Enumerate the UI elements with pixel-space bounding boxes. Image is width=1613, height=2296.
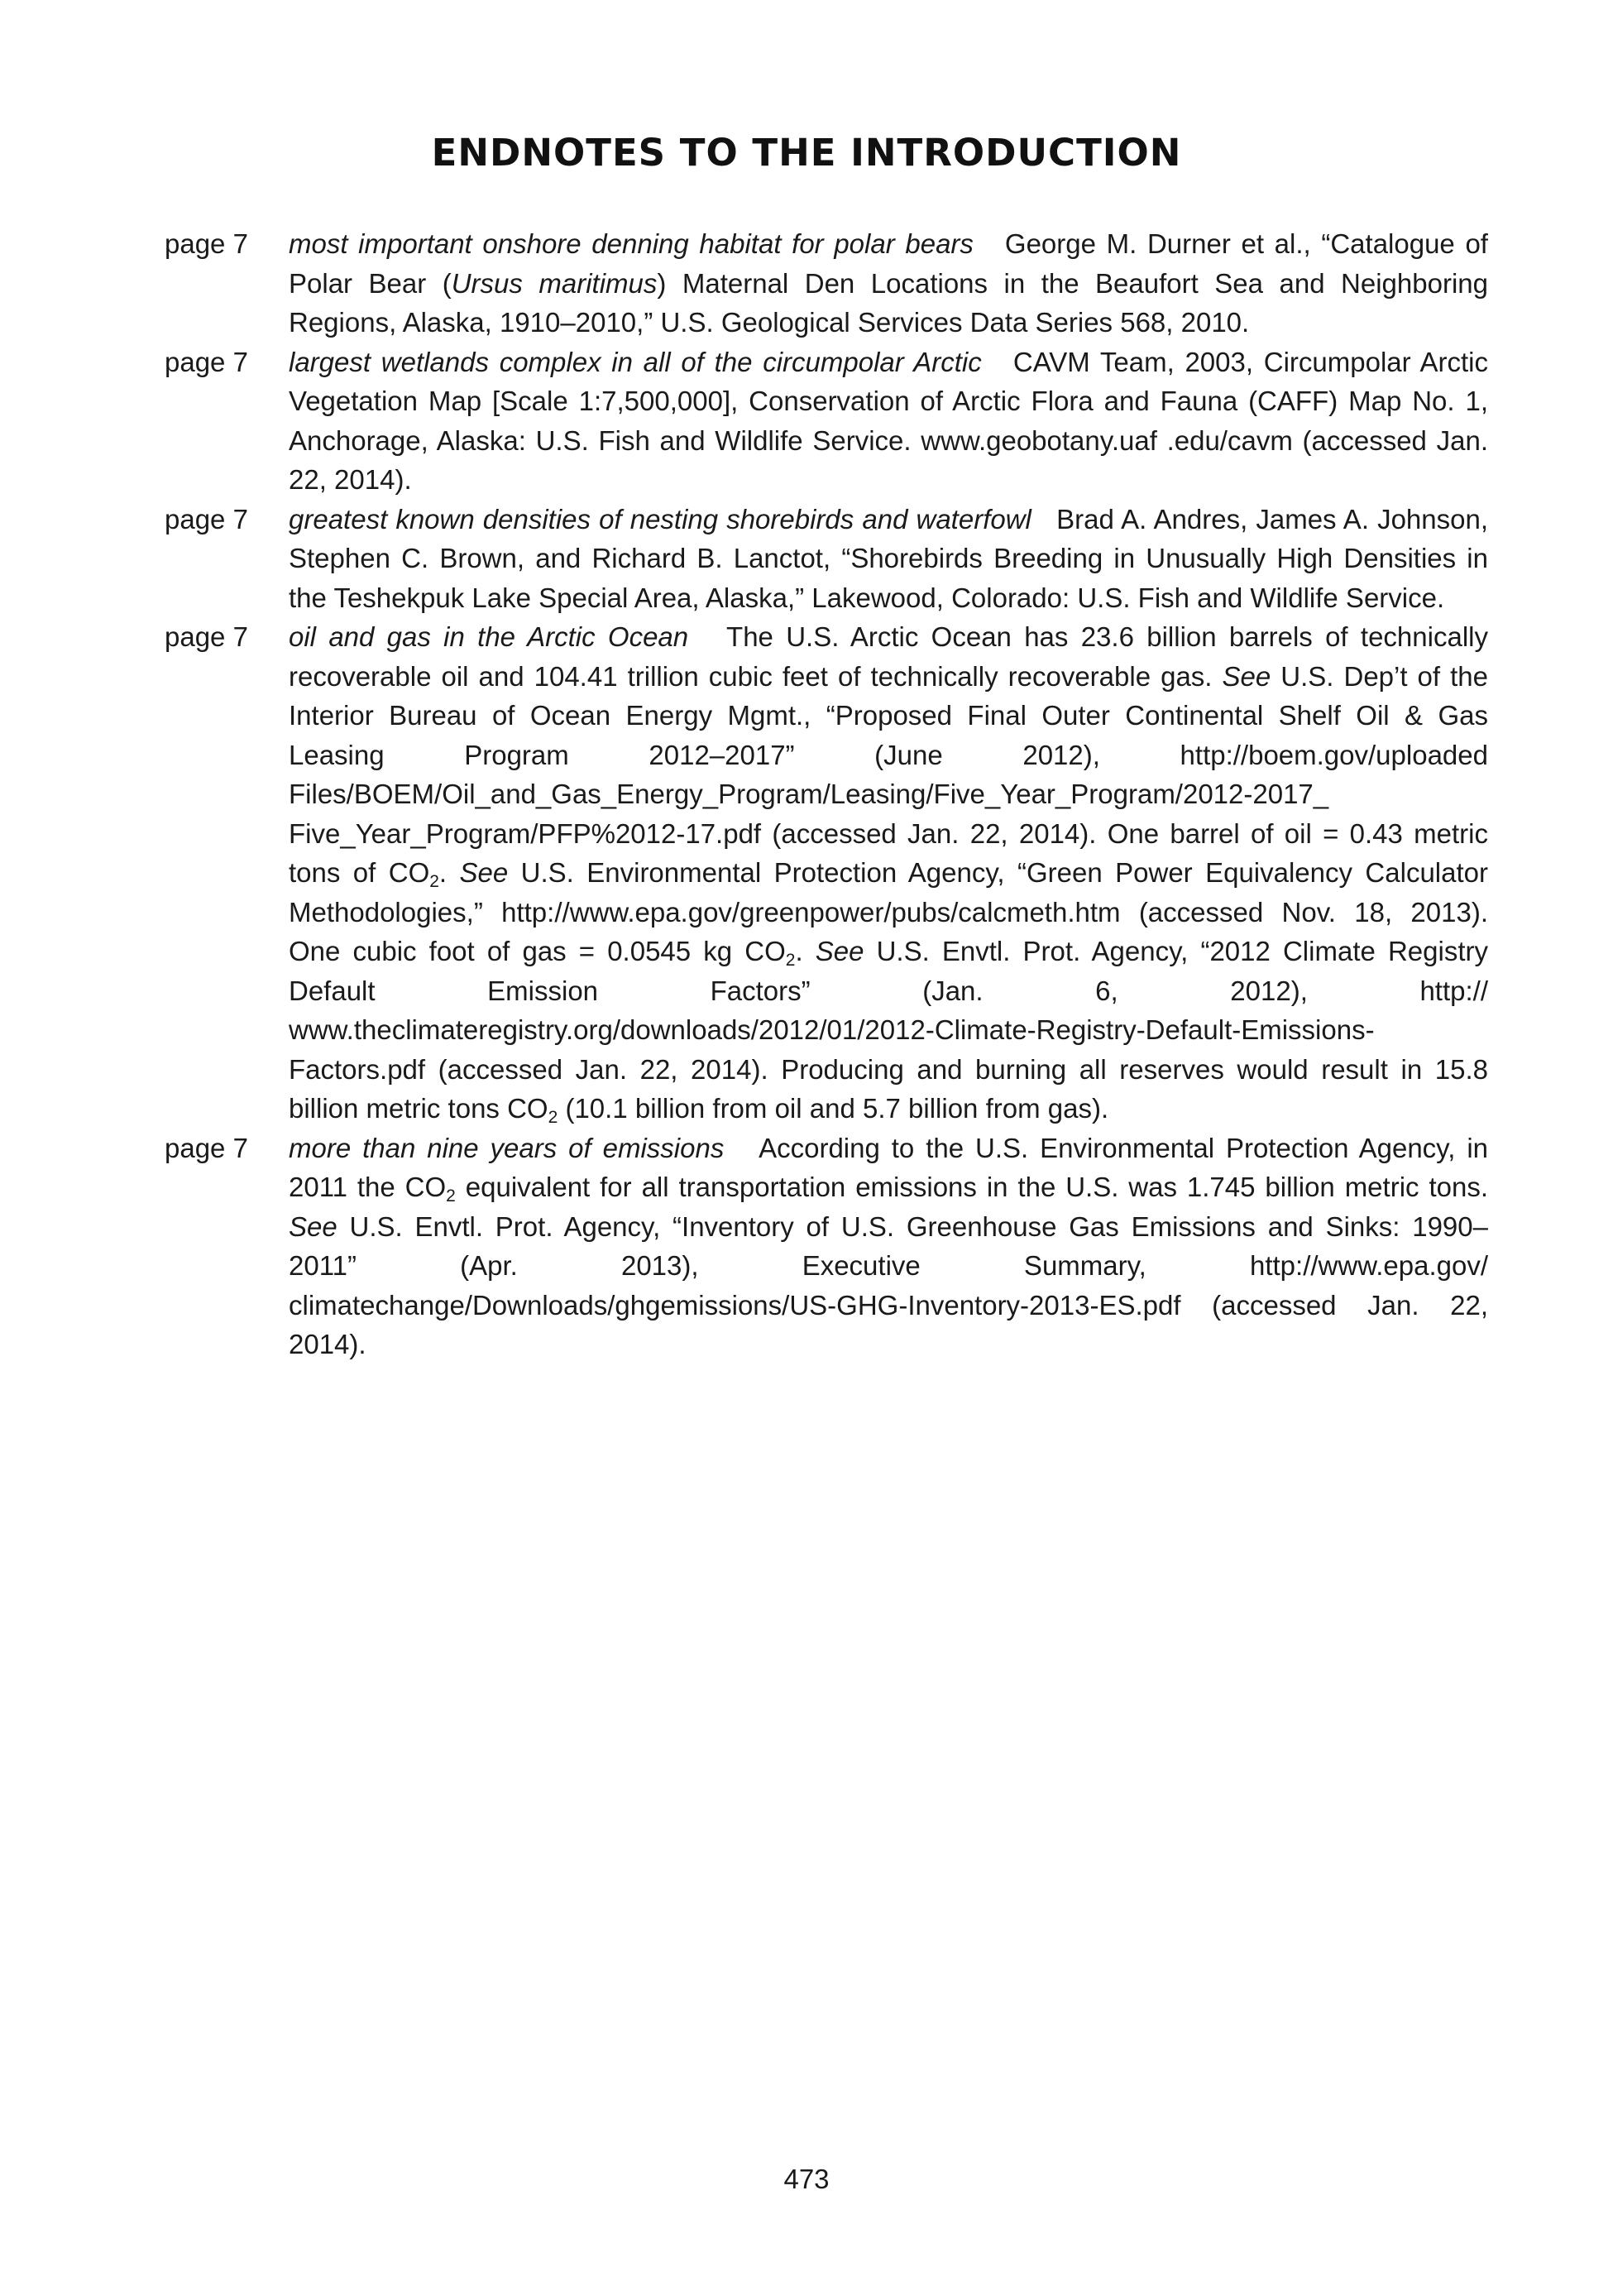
page-number: 473 [783, 2164, 830, 2194]
citation-text: Brad A. Andres, James A. Johnson, Stephen C. Brown, and Richard B. Lanctot, “Shorebirds Breeding in Unusually High Densities in the Teshekpuk Lake Special Area, Alaska,” Lakewood, Colorado: U.S. Fish and Wildlife Service. [289, 503, 1488, 613]
citation-text: U.S. Envtl. Prot. Agency, “2012 Climate Registry Default Emission Factors” (Jan. 6, 2012), http:// www.theclimateregistry.org/downloads/2012/01/2012-Climate-Registry-Default-Emissions-Factors.pdf (accessed Jan. 22, 2014). Producing and burning all reserves would result in 15.8 billion metric tons CO [289, 936, 1488, 1124]
endnote-text [289, 617, 1488, 1129]
endnote-page-ref: page 7 [165, 228, 248, 259]
endnote-text [289, 224, 1488, 343]
endnote-lead-phrase: greatest known densities of nesting shorebirds and waterfowl [289, 503, 1031, 534]
endnote-text [289, 343, 1488, 500]
citation-text: CAVM Team, 2003, Circumpolar Arctic Vegetation Map [Scale 1:7,500,000], Conservation of Arctic Flora and Fauna (CAFF) Map No. 1, Anchorage, Alaska: U.S. Fish and Wildlife Service. www.geobotany.uaf .edu/cavm (accessed Jan. 22, 2014). [289, 346, 1488, 495]
citation-text: U.S. Environmental Protection Agency, “Green Power Equivalency Calculator Methodologies,” http://www.epa.gov/greenpower/pubs/calcmeth.htm (accessed Nov. 18, 2013). One cubic foot of gas = 0.0545 kg CO [289, 857, 1488, 966]
subscript-text: 2 [548, 1108, 558, 1127]
endnote-entry [165, 1129, 1488, 1364]
citation-text: equivalent for all transportation emissions in the U.S. was 1.745 billion metric tons. [455, 1172, 1488, 1202]
endnote-page-ref: page 7 [165, 346, 248, 377]
subscript-text: 2 [785, 951, 796, 970]
endnote-text [289, 1129, 1488, 1364]
endnote-lead-phrase: largest wetlands complex in all of the circumpolar Arctic [289, 346, 982, 377]
endnote-entry [165, 500, 1488, 618]
endnotes-list [165, 224, 1488, 1364]
italic-text: See [289, 1210, 337, 1242]
citation-text: . [795, 936, 816, 966]
endnote-page-ref: page 7 [165, 1132, 248, 1163]
endnote-entry [165, 343, 1488, 500]
subscript-text: 2 [429, 872, 439, 891]
page-title: ENDNOTES TO THE INTRODUCTION [431, 131, 1182, 175]
endnote-text [289, 500, 1488, 618]
citation-text: ) Maternal Den Locations in the Beaufort Sea and Neighboring Regions, Alaska, 1910–2010,” U.S. Geological Services Data Series 568, 2010. [289, 267, 1488, 338]
citation-text: According to the U.S. Environmental Protection Agency, in 2011 the CO [289, 1132, 1489, 1202]
italic-text: See [1222, 660, 1271, 692]
citation-text: U.S. Envtl. Prot. Agency, “Inventory of U.S. Greenhouse Gas Emissions and Sinks: 1990–2011” (Apr. 2013), Executive Summary, http://www.epa.gov/ climatechange/Downloads/ghgemissions/US-GHG-Inventory-2013-ES.pdf (accessed Jan. 22, 2014). [289, 1210, 1488, 1359]
endnote-entry [165, 224, 1488, 343]
citation-text: (10.1 billion from oil and 5.7 billion from gas). [558, 1093, 1109, 1124]
subscript-text: 2 [446, 1186, 456, 1206]
endnote-lead-phrase: more than nine years of emissions [289, 1132, 725, 1163]
citation-text: . [438, 857, 460, 888]
citation-text: George M. Durner et al., “Catalogue of Polar Bear ( [289, 228, 1488, 299]
endnote-page-ref: page 7 [165, 503, 248, 534]
endnote-lead-phrase: most important onshore denning habitat for polar bears [289, 228, 974, 259]
citation-text: The U.S. Arctic Ocean has 23.6 billion barrels of technically recoverable oil and 104.41 trillion cubic feet of technically recoverable gas. [289, 621, 1488, 692]
citation-text: U.S. Dep’t of the Interior Bureau of Ocean Energy Mgmt., “Proposed Final Outer Continental Shelf Oil & Gas Leasing Program 2012–2017” (June 2012), http://boem.gov/uploaded Files/BOEM/Oil_and_Gas_Energy_Program/Leasing/Five_Year_Program/2012-2017_ Five_Year_Program/PFP%2012-17.pdf (accessed Jan. 22, 2014). One barrel of oil = 0.43 metric tons of CO [289, 660, 1488, 888]
endnote-page-ref: page 7 [165, 621, 248, 652]
endnote-entry [165, 617, 1488, 1129]
italic-text: See [815, 936, 864, 966]
italic-text: Ursus maritimus [451, 267, 658, 299]
italic-text: See [459, 857, 509, 888]
endnote-lead-phrase: oil and gas in the Arctic Ocean [289, 621, 689, 652]
